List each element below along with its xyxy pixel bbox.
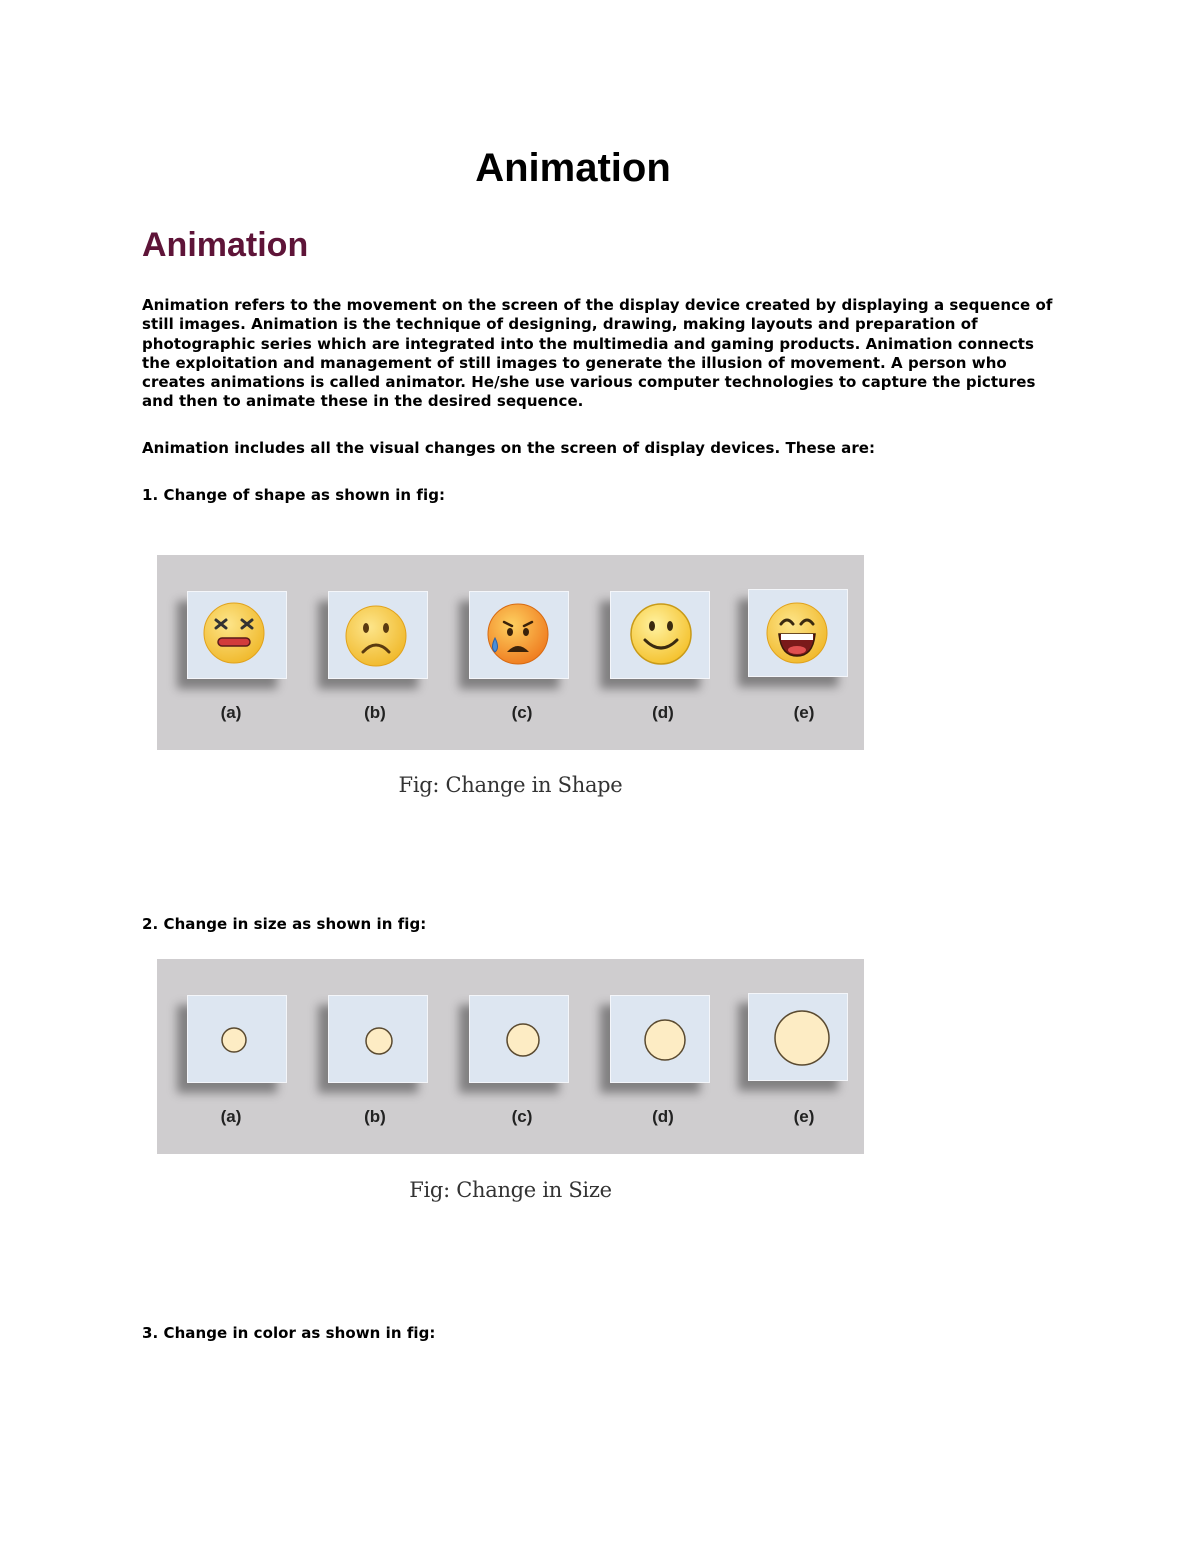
size-panel-a (187, 995, 287, 1083)
size-panel-e (748, 993, 848, 1081)
figure-change-in-size (157, 959, 864, 1154)
list-item-color: 3. Change in color as shown in fig: (142, 1324, 436, 1342)
circle-medium-icon (470, 996, 568, 1082)
sad-sweat-face-icon (470, 592, 568, 678)
intro-paragraph: Animation refers to the movement on the screen of the display device created by displaying a sequence of still images. Animation is the technique of designing, drawing, making layouts and preparation of photographic series which are integrated into the multimedia and gaming products. Animation connects the exploitation and management of still images to generate the illusion of movement. A person who creates animations is called animator. He/she use various computer technologies to capture the pictures and then to animate these in the desired sequence. (142, 296, 1053, 411)
shape-panel-b (328, 591, 428, 679)
dizzy-face-icon (188, 592, 286, 678)
size-label-a: (a) (220, 1107, 242, 1126)
size-label-e: (e) (793, 1107, 815, 1126)
shape-label-a: (a) (220, 703, 242, 722)
figure-change-in-shape (157, 555, 864, 750)
circle-small-icon (188, 996, 286, 1082)
visual-changes-paragraph: Animation includes all the visual changes on the screen of display devices. These are: (142, 439, 876, 457)
circle-large-icon (611, 996, 709, 1082)
shape-panel-c (469, 591, 569, 679)
size-panel-d (610, 995, 710, 1083)
circle-largest-icon (749, 994, 847, 1080)
shape-label-e: (e) (793, 703, 815, 722)
figure-caption-size: Fig: Change in Size (409, 1178, 612, 1202)
shape-label-b: (b) (364, 703, 386, 722)
figure-caption-shape: Fig: Change in Shape (398, 773, 623, 797)
grinning-face-icon (749, 590, 847, 676)
size-label-c: (c) (511, 1107, 533, 1126)
size-label-b: (b) (364, 1107, 386, 1126)
document-title: Animation (475, 146, 671, 190)
shape-label-d: (d) (652, 703, 674, 722)
list-item-shape: 1. Change of shape as shown in fig: (142, 486, 446, 504)
section-heading: Animation (142, 226, 309, 264)
size-panel-c (469, 995, 569, 1083)
shape-panel-d (610, 591, 710, 679)
shape-panel-a (187, 591, 287, 679)
size-panel-b (328, 995, 428, 1083)
smiling-face-icon (611, 592, 709, 678)
frowning-face-icon (329, 592, 427, 678)
size-label-d: (d) (652, 1107, 674, 1126)
circle-medium-small-icon (329, 996, 427, 1082)
list-item-size: 2. Change in size as shown in fig: (142, 915, 427, 933)
shape-label-c: (c) (511, 703, 533, 722)
shape-panel-e (748, 589, 848, 677)
